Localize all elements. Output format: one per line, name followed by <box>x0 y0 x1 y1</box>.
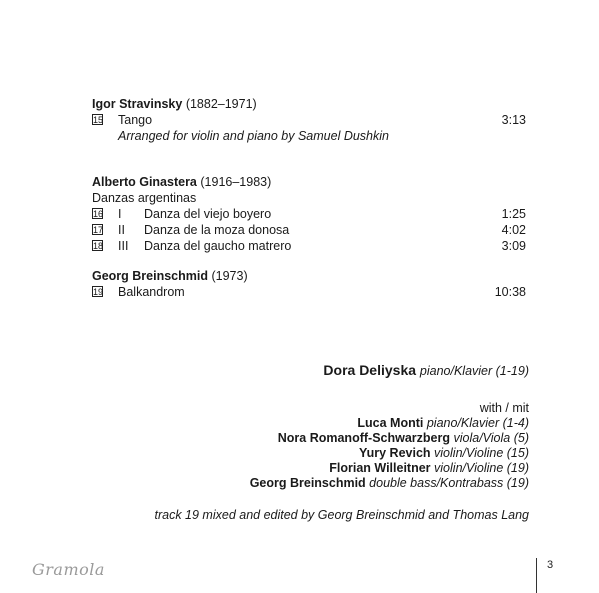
composer-name: Igor Stravinsky <box>92 97 183 111</box>
performer-line <box>329 461 529 477</box>
performer-name: Luca Monti <box>357 416 424 430</box>
ginastera-section <box>92 174 532 254</box>
track-number: 15 <box>93 115 104 125</box>
track-time: 3:13 <box>501 113 526 127</box>
track-row <box>92 284 532 300</box>
track-title: Balkandrom <box>118 285 185 299</box>
with-label: with / mit <box>479 401 529 415</box>
performer-name: Yury Revich <box>358 446 431 460</box>
performer-name: Georg Breinschmid <box>249 476 366 490</box>
breinschmid-section <box>92 268 532 300</box>
production-note: track 19 mixed and edited by Georg Breinschmid and Thomas Lang <box>154 508 529 522</box>
performer-name: Nora Romanoff-Schwarzberg <box>277 431 450 445</box>
track-number: 16 <box>93 209 104 219</box>
page-divider <box>536 558 537 593</box>
movement-number: III <box>118 239 129 253</box>
composer-dates: (1973) <box>211 269 248 283</box>
track-row <box>92 222 532 238</box>
arrangement-note: Arranged for violin and piano by Samuel Dushkin <box>118 129 389 143</box>
composer-heading <box>92 268 532 284</box>
track-row <box>92 206 532 222</box>
track-time: 3:09 <box>501 239 526 253</box>
composer-dates: (1882–1971) <box>185 97 257 111</box>
performer-role: violin/Violine (19) <box>434 461 529 475</box>
movement-number: I <box>118 207 122 221</box>
work-title: Danzas argentinas <box>92 191 197 205</box>
page-number: 3 <box>547 559 554 571</box>
composer-heading <box>92 174 532 190</box>
performer-line <box>359 446 529 462</box>
track-number: 19 <box>93 287 104 297</box>
performer-line <box>250 476 529 492</box>
performer-role: violin/Violine (15) <box>434 446 529 460</box>
movement-number: II <box>118 223 125 237</box>
performer-role: piano/Klavier (1-4) <box>426 416 529 430</box>
performer-name: Florian Willeitner <box>329 461 431 475</box>
track-time: 4:02 <box>501 223 526 237</box>
track-title: Danza del gaucho matrero <box>144 239 292 253</box>
track-number: 17 <box>93 225 104 235</box>
track-title: Danza del viejo boyero <box>144 207 272 221</box>
performer-role: viola/Viola (5) <box>453 431 529 445</box>
stravinsky-section <box>92 96 532 144</box>
track-title: Tango <box>118 113 153 127</box>
performer-role: double bass/Kontrabass (19) <box>369 476 529 490</box>
composer-dates: (1916–1983) <box>200 175 272 189</box>
track-row <box>92 238 532 254</box>
composer-name: Georg Breinschmid <box>92 269 208 283</box>
performer-role: piano/Klavier (1-19) <box>419 364 529 378</box>
composer-name: Alberto Ginastera <box>92 175 197 189</box>
lead-performer <box>323 362 529 378</box>
composer-heading <box>92 96 532 112</box>
performer-line <box>357 416 529 432</box>
performer-line <box>278 431 529 447</box>
track-time: 10:38 <box>494 285 526 299</box>
gramola-logo: Gramola <box>32 560 105 579</box>
track-time: 1:25 <box>501 207 526 221</box>
performer-name: Dora Deliyska <box>323 362 417 378</box>
track-number: 18 <box>93 241 104 251</box>
track-row <box>92 112 532 128</box>
track-title: Danza de la moza donosa <box>144 223 290 237</box>
